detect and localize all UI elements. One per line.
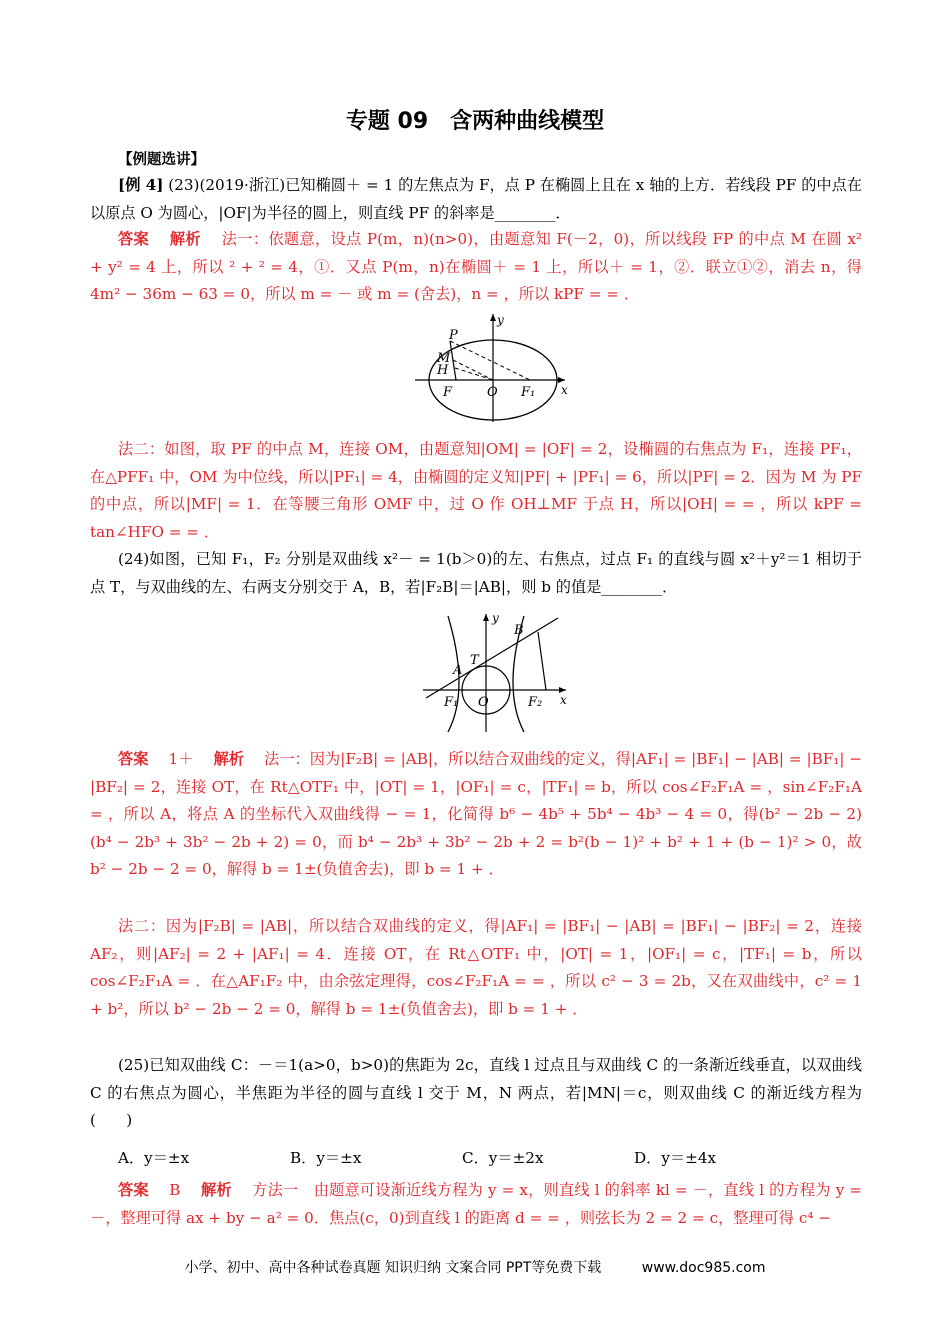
footer-link[interactable]: www.doc985.com — [641, 1260, 766, 1276]
page-footer — [0, 1257, 950, 1277]
fig1-label-y: y — [497, 313, 504, 327]
answer-label: 答案 — [118, 230, 150, 248]
answer-value: 1＋ — [168, 750, 194, 768]
analysis-label: 解析 — [169, 230, 201, 248]
example-label: [例 4] — [118, 176, 164, 194]
tangent-line — [426, 618, 558, 698]
fig1-label-f1: F₁ — [521, 385, 536, 400]
solution-23-method1-text: 法一：依题意，设点 P(m，n)(n>0)，由题意知 F(－2，0)，所以线段 FP 的中点 M 在圆 x² + y² = 4 上，所以 ² + ² = 4，①．又点 P(m，n)在椭圆＋ = 1 上，所以＋ = 1，②．联立①②，消去 n，得 4m² − 36m − 63 = 0，所以 m = － 或 m = (舍去)，n = ，所以 kPF = = ． — [90, 230, 863, 303]
fig2-label-y: y — [492, 611, 499, 625]
choice-d: D．y＝±4x — [634, 1149, 717, 1167]
fig1-label-h: H — [437, 363, 449, 378]
question-24-text: (24)如图，已知 F₁，F₂ 分别是双曲线 x²－ = 1(b＞0)的左、右焦点，过点 F₁ 的直线与圆 x²＋y²＝1 相切于点 T，与双曲线的左、右两支分别交于 A，B，若|F₂B|＝|AB|，则 b 的值是________． — [90, 550, 862, 596]
hyperbola-figure — [418, 610, 573, 735]
fig1-label-f: F — [443, 385, 453, 400]
question-23-text: (23)(2019·浙江)已知椭圆＋ = 1 的左焦点为 F，点 P 在椭圆上且在 x 轴的上方．若线段 PF 的中点在以原点 O 为圆心，|OF|为半径的圆上，则直线 PF 的斜率是________． — [90, 176, 863, 222]
choice-a: A．y＝±x — [118, 1149, 190, 1167]
fig2-label-f1: F₁ — [444, 695, 459, 710]
answer-label: 答案 — [118, 750, 149, 768]
fig2-label-b: B — [514, 623, 524, 638]
answer-label: 答案 — [118, 1181, 149, 1199]
ellipse-figure — [405, 310, 575, 425]
fig2-label-o: O — [478, 695, 489, 710]
question-23 — [90, 172, 862, 227]
page-title: 专题 09 含两种曲线模型 — [345, 109, 605, 134]
fig2-label-f2: F₂ — [528, 695, 543, 710]
fig2-label-t: T — [470, 653, 479, 668]
choice-c: C．y＝±2x — [462, 1149, 544, 1167]
solution-23-method1 — [90, 226, 862, 309]
answer-value: B — [169, 1181, 181, 1199]
segment-bf2 — [538, 632, 546, 690]
segment-pf1 — [450, 341, 530, 380]
solution-24-method1-text: 法一：因为|F₂B| = |AB|，所以结合双曲线的定义，得|AF₁| = |BF₁| − |AB| = |BF₁| − |BF₂| = 2，连接 OT，在 Rt△OTF₁ 中，|OT| = 1，|OF₁| = c，|TF₁| = b，所以 cos∠F₂F₁A = ，sin∠F₂F₁A = ，所以 A，将点 A 的坐标代入双曲线得 − = 1，化简得 b⁶ − 4b⁵ + 5b⁴ − 4b³ − 4 = 0，得(b² − 2b − 2)(b⁴ − 2b³ + 3b² − 2b + 2) = 0，而 b⁴ − 2b³ + 3b² − 2b + 2 = b²(b − 1)² + b² + 1 + (b − 1)² > 0，故 b² − 2b − 2 = 0，解得 b = 1±(负值舍去)，即 b = 1 + ． — [90, 750, 863, 878]
choices-25 — [118, 1147, 862, 1168]
fig1-label-x: x — [561, 383, 568, 397]
fig2-label-a: A — [453, 663, 463, 678]
segment-om — [453, 360, 493, 380]
fig2-label-x: x — [560, 693, 567, 707]
solution-23-method2-text: 法二：如图，取 PF 的中点 M，连接 OM，由题意知|OM| = |OF| = 2，设椭圆的右焦点为 F₁，连接 PF₁，在△PFF₁ 中，OM 为中位线，所以|PF₁| = 4，由椭圆的定义知|PF| + |PF₁| = 6，所以|PF| = 2．因为 M 为 PF 的中点，所以|MF| = 1．在等腰三角形 OMF 中，过 O 作 OH⊥MF 于点 H，所以|OH| = = ，所以 kPF = tan∠HFO = = ． — [90, 440, 862, 541]
solution-24-method1 — [90, 746, 862, 884]
question-24 — [90, 546, 862, 601]
solution-25-method1 — [90, 1177, 862, 1232]
fig1-label-m: M — [437, 351, 451, 366]
y-axis-arrow — [483, 614, 489, 621]
solution-24-method2 — [90, 913, 862, 1023]
choice-b: B．y＝±x — [290, 1149, 362, 1167]
question-25 — [90, 1052, 862, 1135]
y-axis-arrow — [490, 314, 496, 321]
fig1-label-o: O — [487, 385, 498, 400]
footer-text: 小学、初中、高中各种试卷真题 知识归纳 文案合同 PPT等免费下载 — [184, 1260, 602, 1276]
solution-25-method1-text: 方法一 由题意可设渐近线方程为 y = x，则直线 l 的斜率 kl = －，直线 l 的方程为 y = －，整理可得 ax + by − a² = 0．焦点(c，0)到直线 l 的距离 d = = ，则弦长为 2 = 2 = c，整理可得 c⁴ − — [90, 1181, 863, 1227]
fig1-label-p: P — [449, 328, 458, 343]
question-25-text: (25)已知双曲线 C：－＝1(a>0，b>0)的焦距为 2c，直线 l 过点且与双曲线 C 的一条渐近线垂直，以双曲线 C 的右焦点为圆心，半焦距为半径的圆与直线 l 交于 M，N 两点，若|MN|＝c，则双曲线 C 的渐近线方程为( ) — [90, 1056, 862, 1129]
segment-oh — [455, 368, 493, 380]
analysis-label: 解析 — [201, 1181, 232, 1199]
analysis-label: 解析 — [213, 750, 245, 768]
solution-23-method2 — [90, 436, 862, 546]
solution-24-method2-text: 法二：因为|F₂B| = |AB|，所以结合双曲线的定义，得|AF₁| = |BF₁| − |AB| = |BF₁| − |BF₂| = 2，连接 AF₂，则|AF₂| = 2 + |AF₁| = 4．连接 OT，在 Rt△OTF₁ 中，|OT| = 1，|OF₁| = c，|TF₁| = b，所以 cos∠F₂F₁A = ．在△AF₁F₂ 中，由余弦定理得，cos∠F₂F₁A = = ，所以 c² − 3 = 2b，又在双曲线中，c² = 1 + b²，所以 b² − 2b − 2 = 0，解得 b = 1±(负值舍去)，即 b = 1 + ． — [90, 917, 862, 1018]
section-label: 【例题选讲】 — [118, 152, 205, 168]
